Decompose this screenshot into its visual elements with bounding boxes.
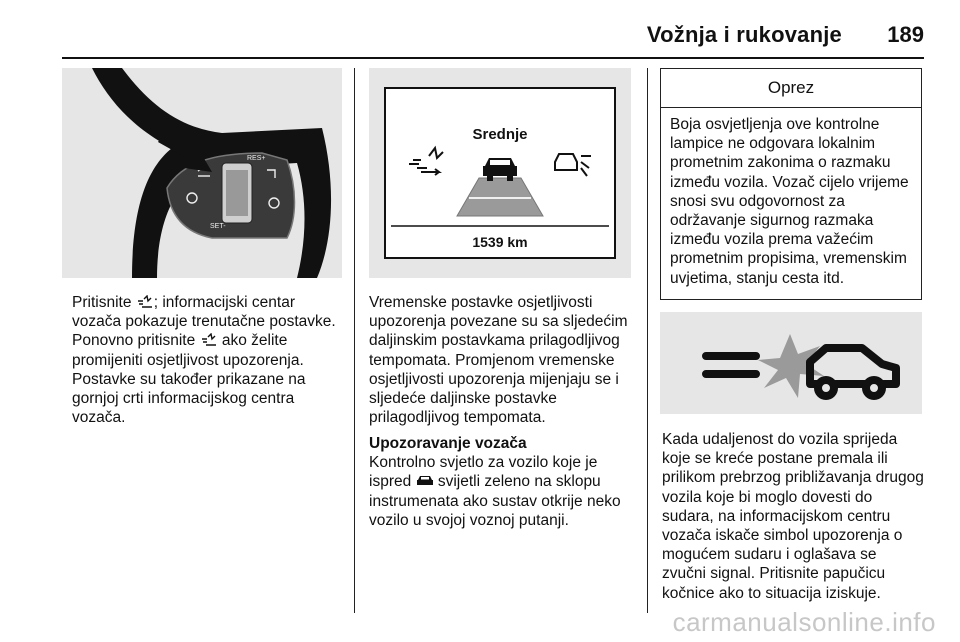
column-divider-2: [647, 68, 648, 613]
display-mode-label: Srednje: [472, 126, 528, 143]
caution-box: [660, 68, 922, 300]
distance-gap-icon: [200, 333, 218, 347]
col1-paragraph: Pritisnite ; informacijski centar vozača pokazuje trenutačne postavke. Ponovno pritisnite ako želite promijeniti osjetljivost upozorenja. Postavke su također prikazane na gornjoj crti informacijskog centra vozača.: [72, 294, 336, 427]
car-ahead-icon: [416, 474, 434, 488]
svg-text:RES+: RES+: [247, 155, 266, 162]
caution-title: Oprez: [661, 69, 921, 108]
header-rule: [62, 57, 924, 59]
page-title: Vožnja i rukovanje: [646, 22, 842, 47]
caution-text: Boja osvjetljenja ove kontrolne lampice ne odgovara lokalnim prometnim zakonima o razmaku između vozila. Vozač cijelo vrijeme snosi svu odgovornost za održavanje sigurnog razmaka između vozila prema važećim prometnim propisima, vremenskim uvjetima, stanju cesta itd.: [670, 116, 909, 287]
collision-warning-figure: [660, 312, 922, 414]
steering-wheel-icon: [62, 68, 342, 278]
page-header: [0, 0, 960, 58]
watermark: carmanualsonline.info: [672, 607, 936, 637]
display-odometer: 1539 km: [472, 234, 528, 250]
col3-paragraph: Kada udaljenost do vozila sprijeda koje se kreće postane premala ili prilikom prebrzog približavanja drugog vozila koje bi moglo dovesti do sudara, na informacijskom centru vozača iskače simbol upozorenja o mogućem sudaru i oglašava se zvučni signal. Pritisnite papučicu kočnice ako to situacija iziskuje.: [662, 431, 924, 602]
distance-gap-icon: [136, 295, 154, 309]
column-divider-1: [354, 68, 355, 613]
col2-paragraph-2: Upozoravanje vozača Kontrolno svjetlo za vozilo koje je ispred svijetli zeleno na sklopu instrumenata ako sustav otkrije neko vozilo u svojoj voznoj putanji.: [369, 434, 635, 530]
driver-display-figure: [369, 68, 631, 278]
section-heading: Upozoravanje vozača: [369, 435, 527, 452]
page-number: 189: [887, 22, 924, 47]
svg-text:SET-: SET-: [210, 223, 226, 230]
col2-paragraph-1: Vremenske postavke osjetljivosti upozorenja povezane su sa sljedećim daljinskim postavkama prilagodljivog tempomata. Promjenom vremenske osjetljivosti upozorenja mijenjaju se i sljedeće daljinske postavke prilagodljivog tempomata.: [369, 294, 628, 427]
steering-wheel-figure: [62, 68, 342, 278]
